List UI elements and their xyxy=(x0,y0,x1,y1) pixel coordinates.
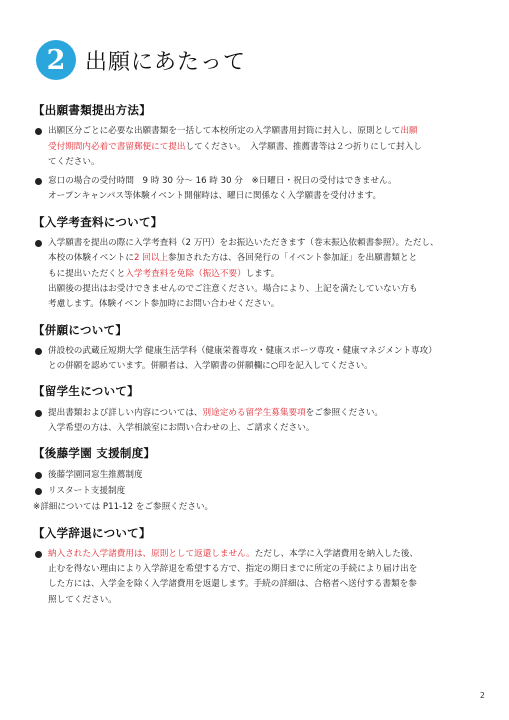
section-application-documents xyxy=(33,103,483,205)
text-line: 後藤学園同窓生推薦制度 xyxy=(48,469,143,480)
highlight-text: 出願 xyxy=(400,126,418,137)
list-item xyxy=(33,547,483,608)
bullet-icon xyxy=(35,488,42,495)
bullet-icon xyxy=(35,348,42,355)
highlight-text: 別途定める留学生募集要項 xyxy=(202,407,306,418)
text-line: 出願後の提出はお受けできませんのでご注意ください。場合により、上記を満たしていない方も xyxy=(48,283,418,294)
text-line: もに提出いただくと入学考査料を免除（振込不要）します。 xyxy=(48,268,280,279)
section-concurrent-application xyxy=(33,323,483,375)
section-heading: 【後藤学園 支援制度】 xyxy=(33,446,156,461)
bullet-icon xyxy=(35,551,42,558)
text-line: 受付期間内必着で書留郵便にて提出してください。 入学願書、推薦書等は２つ折りにして封入し xyxy=(48,141,422,152)
section-heading: 【留学生について】 xyxy=(33,384,139,399)
section-withdrawal xyxy=(33,526,483,608)
section-support-programs xyxy=(33,446,483,515)
text-line: 提出書類および詳しい内容については、別途定める留学生募集要項をご参照ください。 xyxy=(48,407,384,418)
text-line: 納入された入学諸費用は、原則として返還しません。ただし、本学に入学諸費用を納入した後、 xyxy=(48,548,419,559)
list-item xyxy=(33,406,483,437)
bullet-icon xyxy=(35,178,42,185)
text-line: 窓口の場合の受付時間 9 時 30 分～ 16 時 30 分 ※日曜日・祝日の受付はできません。 xyxy=(48,176,397,187)
list-item xyxy=(33,468,483,483)
text-line: 本校の体験イベントに2 回以上参加された方は、各回発行の「イベント参加証」を出願書類とと xyxy=(48,253,418,264)
bullet-icon xyxy=(35,128,42,135)
section-heading: 【入学辞退について】 xyxy=(33,525,151,540)
text-line: 考慮します。体験イベント参加時にお問い合わせください。 xyxy=(48,299,280,310)
section-international-students xyxy=(33,384,483,436)
list-item xyxy=(33,344,483,375)
text-line: との併願を認めています。併願者は、入学願書の併願欄に○印を記入してください。 xyxy=(48,361,373,372)
text-line: 入学願書を提出の際に入学考査料（2 万円）をお振込いただきます（巻末振込依頼書参照）。ただし、 xyxy=(48,238,439,249)
text-line: 照してください。 xyxy=(48,594,117,605)
section-number-badge: 2 xyxy=(36,40,76,80)
support-note: ※詳細については P11-12 をご参照ください。 xyxy=(33,502,214,513)
text-line: 入学希望の方は、入学相談室にお問い合わせの上、ご請求ください。 xyxy=(48,423,315,434)
bullet-icon xyxy=(35,240,42,247)
list-item xyxy=(33,174,483,205)
page-title: 出願にあたって xyxy=(85,49,247,75)
page-number: 2 xyxy=(479,691,485,700)
text-line: オープンキャンパス等体験イベント開催時は、曜日に関係なく入学願書を受付けます。 xyxy=(48,191,382,202)
list-item xyxy=(33,236,483,312)
section-heading: 【出願書類提出方法】 xyxy=(33,103,151,117)
list-item xyxy=(33,484,483,499)
highlight-text: 納入された入学諸費用は、原則として返還しません。 xyxy=(48,548,255,559)
text-line: てください。 xyxy=(48,156,100,167)
page-header xyxy=(36,34,246,86)
bullet-icon xyxy=(35,410,42,417)
section-heading: 【入学考査料について】 xyxy=(33,214,163,229)
highlight-text: 受付期間内必着で書留郵便にて提出 xyxy=(48,141,186,152)
text-line: 出願区分ごとに必要な出願書類を一括して本校所定の入学願書用封筒に封入し、原則として出願 xyxy=(48,126,418,137)
list-item xyxy=(33,124,483,170)
highlight-text: 2 回以上 xyxy=(133,253,168,264)
text-line: 止むを得ない理由により入学辞退を希望する方で、指定の期日までに所定の手続により届け出を xyxy=(48,564,418,575)
text-line: リスタート支援制度 xyxy=(48,485,126,496)
highlight-text: 入学考査料を免除（振込不要） xyxy=(125,268,246,279)
section-heading: 【併願について】 xyxy=(33,322,128,337)
bullet-icon xyxy=(35,472,42,479)
page-content xyxy=(33,103,483,618)
section-exam-fee xyxy=(33,215,483,313)
text-line: した方には、入学金を除く入学諸費用を返還します。手続の詳細は、合格者へ送付する書類を参 xyxy=(48,579,417,590)
text-line: 併設校の武蔵丘短期大学 健康生活学科（健康栄養専攻・健康スポーツ専攻・健康マネジメント専攻） xyxy=(48,345,437,356)
